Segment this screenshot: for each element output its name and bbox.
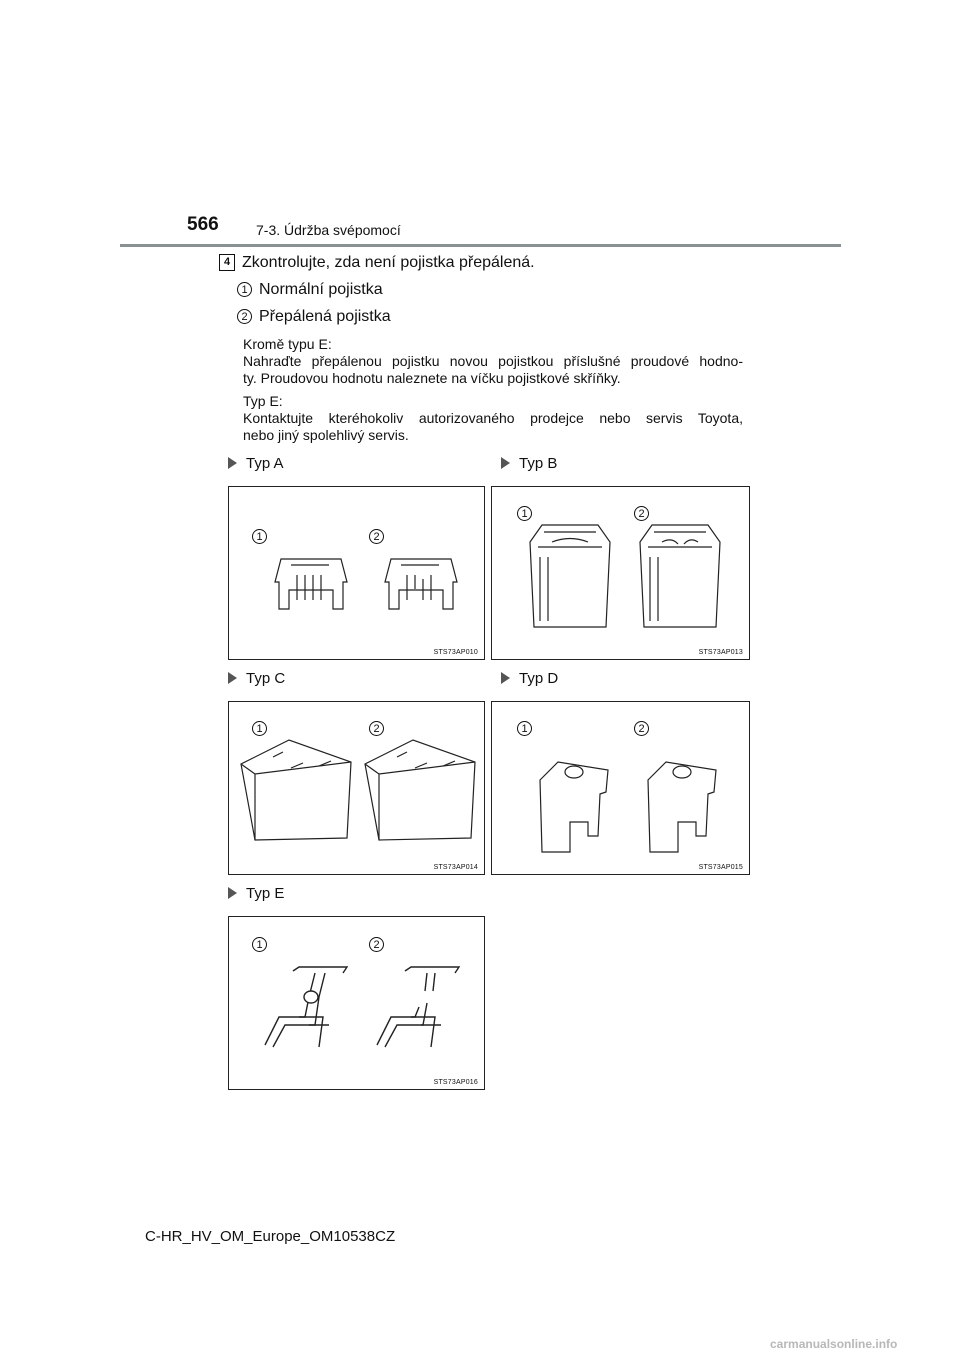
figure-marker-2: 2 — [369, 529, 384, 544]
blade-fuse-illustration — [229, 487, 486, 661]
figure-code: STS73AP010 — [433, 649, 478, 656]
step-instruction: Zkontrolujte, zda není pojistka přepálená. — [242, 254, 535, 271]
figure-typ-e — [228, 916, 485, 1090]
note-1-line-1: Nahraďte přepálenou pojistku novou pojistkou příslušné proudové hodno- — [243, 353, 743, 369]
document-code: C-HR_HV_OM_Europe_OM10538CZ — [145, 1228, 396, 1245]
figure-marker-1: 1 — [252, 529, 267, 544]
figure-typ-c — [228, 701, 485, 875]
watermark: carmanualsonline.info — [770, 1337, 898, 1351]
blown-fuse-label: Přepálená pojistka — [259, 308, 391, 325]
figure-code: STS73AP013 — [698, 649, 743, 656]
arrow-right-icon — [501, 457, 510, 469]
step-number-badge: 4 — [219, 254, 235, 271]
figure-marker-2: 2 — [369, 721, 384, 736]
arrow-right-icon — [228, 887, 237, 899]
arrow-right-icon — [501, 672, 510, 684]
link-fuse-illustration — [229, 917, 486, 1091]
marker-2: 2 — [237, 309, 252, 324]
box-fuse-illustration — [229, 702, 486, 876]
figure-typ-a — [228, 486, 485, 660]
arrow-right-icon — [228, 672, 237, 684]
figure-code: STS73AP016 — [433, 1079, 478, 1086]
figure-marker-2: 2 — [634, 721, 649, 736]
note-2-line-1: Kontaktujte kteréhokoliv autorizovaného prodejce nebo servis Toyota, — [243, 410, 743, 426]
normal-fuse-label: Normální pojistka — [259, 281, 383, 298]
note-1-line-2: ty. Proudovou hodnotu naleznete na víčku pojistkové skříňky. — [243, 370, 621, 386]
note-1-title: Kromě typu E: — [243, 336, 332, 352]
note-2-title: Typ E: — [243, 393, 283, 409]
header-divider — [120, 244, 841, 247]
figure-marker-2: 2 — [634, 506, 649, 521]
figure-label-typ-e: Typ E — [228, 885, 284, 902]
page-number: 566 — [187, 214, 219, 235]
figure-code: STS73AP015 — [698, 864, 743, 871]
figure-marker-1: 1 — [252, 937, 267, 952]
figure-label-typ-c: Typ C — [228, 670, 285, 687]
section-title: 7-3. Údržba svépomocí — [256, 222, 401, 238]
figure-label-typ-b: Typ B — [501, 455, 557, 472]
figure-marker-1: 1 — [517, 721, 532, 736]
figure-marker-1: 1 — [517, 506, 532, 521]
figure-label-typ-d: Typ D — [501, 670, 558, 687]
figure-marker-2: 2 — [369, 937, 384, 952]
figure-typ-b — [491, 486, 750, 660]
figure-label-typ-a: Typ A — [228, 455, 284, 472]
figure-marker-1: 1 — [252, 721, 267, 736]
marker-1: 1 — [237, 282, 252, 297]
figure-code: STS73AP014 — [433, 864, 478, 871]
arrow-right-icon — [228, 457, 237, 469]
note-2-line-2: nebo jiný spolehlivý servis. — [243, 427, 409, 443]
figure-typ-d — [491, 701, 750, 875]
